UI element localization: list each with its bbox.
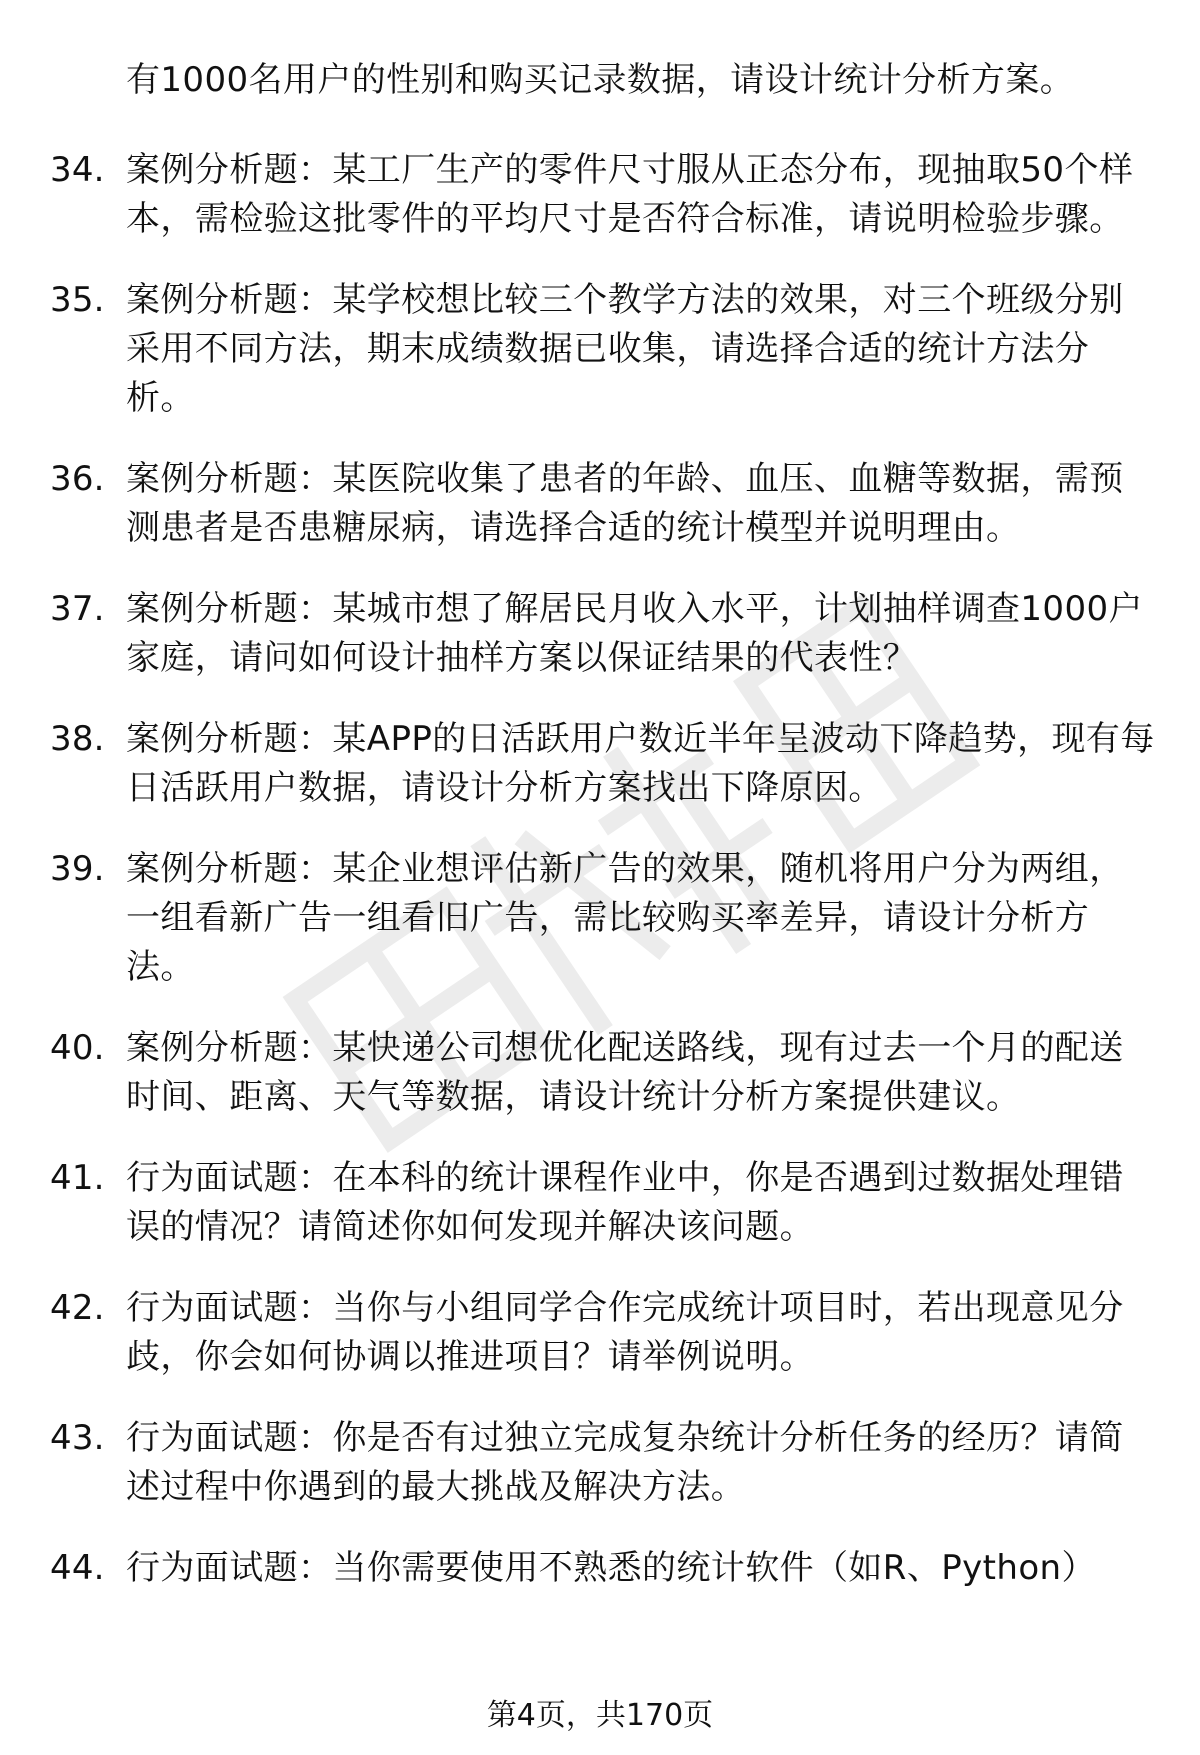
question-item <box>50 845 1160 992</box>
question-number: 34. <box>50 150 105 190</box>
question-number: 35. <box>50 280 105 320</box>
question-number: 44. <box>50 1548 105 1588</box>
question-text: 行为面试题：在本科的统计课程作业中，你是否遇到过数据处理错误的情况？请简述你如何发现并解决该问题。 <box>126 1158 1124 1247</box>
page-top-line: 有1000名用户的性别和购买记录数据，请设计统计分析方案。 <box>126 60 1075 100</box>
question-item <box>50 146 1160 244</box>
question-number: 41. <box>50 1158 105 1198</box>
question-text: 案例分析题：某工厂生产的零件尺寸服从正态分布，现抽取50个样本，需检验这批零件的平均尺寸是否符合标准，请说明检验步骤。 <box>126 150 1134 239</box>
question-number: 36. <box>50 459 105 499</box>
question-text: 案例分析题：某企业想评估新广告的效果，随机将用户分为两组，一组看新广告一组看旧广告，需比较购买率差异，请设计分析方法。 <box>126 849 1124 987</box>
question-item <box>50 1544 1160 1593</box>
page-footer: 第4页，共170页 <box>486 1698 714 1733</box>
question-item <box>50 585 1160 683</box>
question-item <box>50 455 1160 553</box>
question-text: 行为面试题：当你需要使用不熟悉的统计软件（如R、Python） <box>126 1548 1096 1588</box>
question-item <box>50 1154 1160 1252</box>
question-item <box>50 1024 1160 1122</box>
question-number: 42. <box>50 1288 105 1328</box>
question-text: 案例分析题：某学校想比较三个教学方法的效果，对三个班级分别采用不同方法，期末成绩数据已收集，请选择合适的统计方法分析。 <box>126 280 1124 418</box>
question-list <box>50 146 1160 1625</box>
question-number: 39. <box>50 849 105 889</box>
question-item <box>50 276 1160 423</box>
question-text: 行为面试题：你是否有过独立完成复杂统计分析任务的经历？请简述过程中你遇到的最大挑战及解决方法。 <box>126 1418 1124 1507</box>
question-item <box>50 715 1160 813</box>
question-text: 行为面试题：当你与小组同学合作完成统计项目时，若出现意见分歧，你会如何协调以推进项目？请举例说明。 <box>126 1288 1124 1377</box>
question-text: 案例分析题：某APP的日活跃用户数近半年呈波动下降趋势，现有每日活跃用户数据，请设计分析方案找出下降原因。 <box>126 719 1155 808</box>
question-text: 案例分析题：某医院收集了患者的年龄、血压、血糖等数据，需预测患者是否患糖尿病，请选择合适的统计模型并说明理由。 <box>126 459 1124 548</box>
question-item <box>50 1414 1160 1512</box>
question-item <box>50 1284 1160 1382</box>
question-text: 案例分析题：某快递公司想优化配送路线，现有过去一个月的配送时间、距离、天气等数据，请设计统计分析方案提供建议。 <box>126 1028 1124 1117</box>
question-text: 案例分析题：某城市想了解居民月收入水平，计划抽样调查1000户家庭，请问如何设计抽样方案以保证结果的代表性？ <box>126 589 1143 678</box>
question-number: 38. <box>50 719 105 759</box>
question-number: 43. <box>50 1418 105 1458</box>
question-number: 40. <box>50 1028 105 1068</box>
question-number: 37. <box>50 589 105 629</box>
